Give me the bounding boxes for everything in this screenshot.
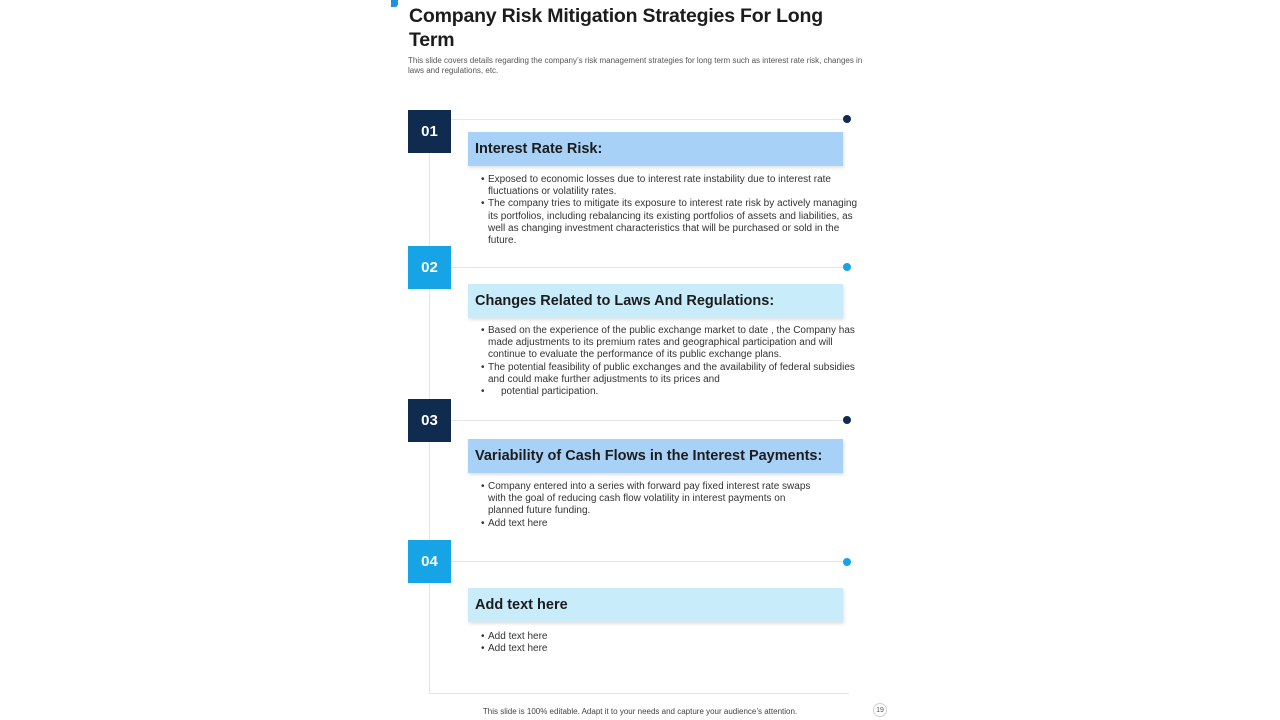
section-4-number: 04: [408, 540, 451, 583]
bullet-item: • Add text here: [481, 518, 816, 530]
section-2-divider: [451, 267, 843, 268]
page-number: 19: [873, 703, 887, 717]
timeline-bottom-line: [429, 693, 849, 694]
section-3-number: 03: [408, 399, 451, 442]
bullet-item: • The company tries to mitigate its exposure to interest rate risk by actively managing its portfolios, including rebalancing its existing portfolios of assets and liabilities, as well as changing investment characteristics that will be purchased or sold in the future.: [481, 198, 861, 247]
section-2-bullets: [481, 325, 861, 398]
bullet-item: • potential participation.: [481, 386, 861, 398]
section-1-heading: Interest Rate Risk:: [468, 132, 843, 166]
footer-note: This slide is 100% editable. Adapt it to your needs and capture your audience’s attention.: [482, 707, 798, 716]
section-4-bullets: [481, 631, 861, 655]
section-4-dot: [843, 558, 851, 566]
section-1-number: 01: [408, 110, 451, 153]
section-2-number: 02: [408, 246, 451, 289]
bullet-item: • Based on the experience of the public exchange market to date , the Company has made adjustments to its premium rates and geographical participation and will continue to evaluate the performance of its public exchange plans.: [481, 325, 861, 362]
bullet-item: • Company entered into a series with forward pay fixed interest rate swaps with the goal of reducing cash flow volatility in interest payments on planned future funding.: [481, 481, 816, 518]
section-3-divider: [451, 420, 843, 421]
section-2-heading: Changes Related to Laws And Regulations:: [468, 284, 843, 318]
page-subtitle: This slide covers details regarding the company’s risk management strategies for long term such as interest rate risk, changes in laws and regulations, etc.: [408, 56, 863, 75]
bullet-item: • Add text here: [481, 643, 861, 655]
section-3-dot: [843, 416, 851, 424]
bullet-item: • Exposed to economic losses due to interest rate instability due to interest rate fluctuations or volatility rates.: [481, 174, 861, 198]
section-4-divider: [451, 561, 843, 562]
section-1-bullets: [481, 174, 861, 247]
section-2-dot: [843, 263, 851, 271]
section-1-dot: [843, 115, 851, 123]
section-1-divider: [451, 119, 843, 120]
section-3-heading: Variability of Cash Flows in the Interest Payments:: [468, 439, 843, 473]
corner-accent: [391, 0, 398, 7]
section-3-bullets: [481, 481, 816, 530]
section-4-heading: Add text here: [468, 588, 843, 622]
bullet-item: • Add text here: [481, 631, 861, 643]
bullet-item: • The potential feasibility of public exchanges and the availability of federal subsidies and could make further adjustments to its prices and: [481, 362, 861, 386]
page-title: Company Risk Mitigation Strategies For Long Term: [409, 5, 823, 51]
